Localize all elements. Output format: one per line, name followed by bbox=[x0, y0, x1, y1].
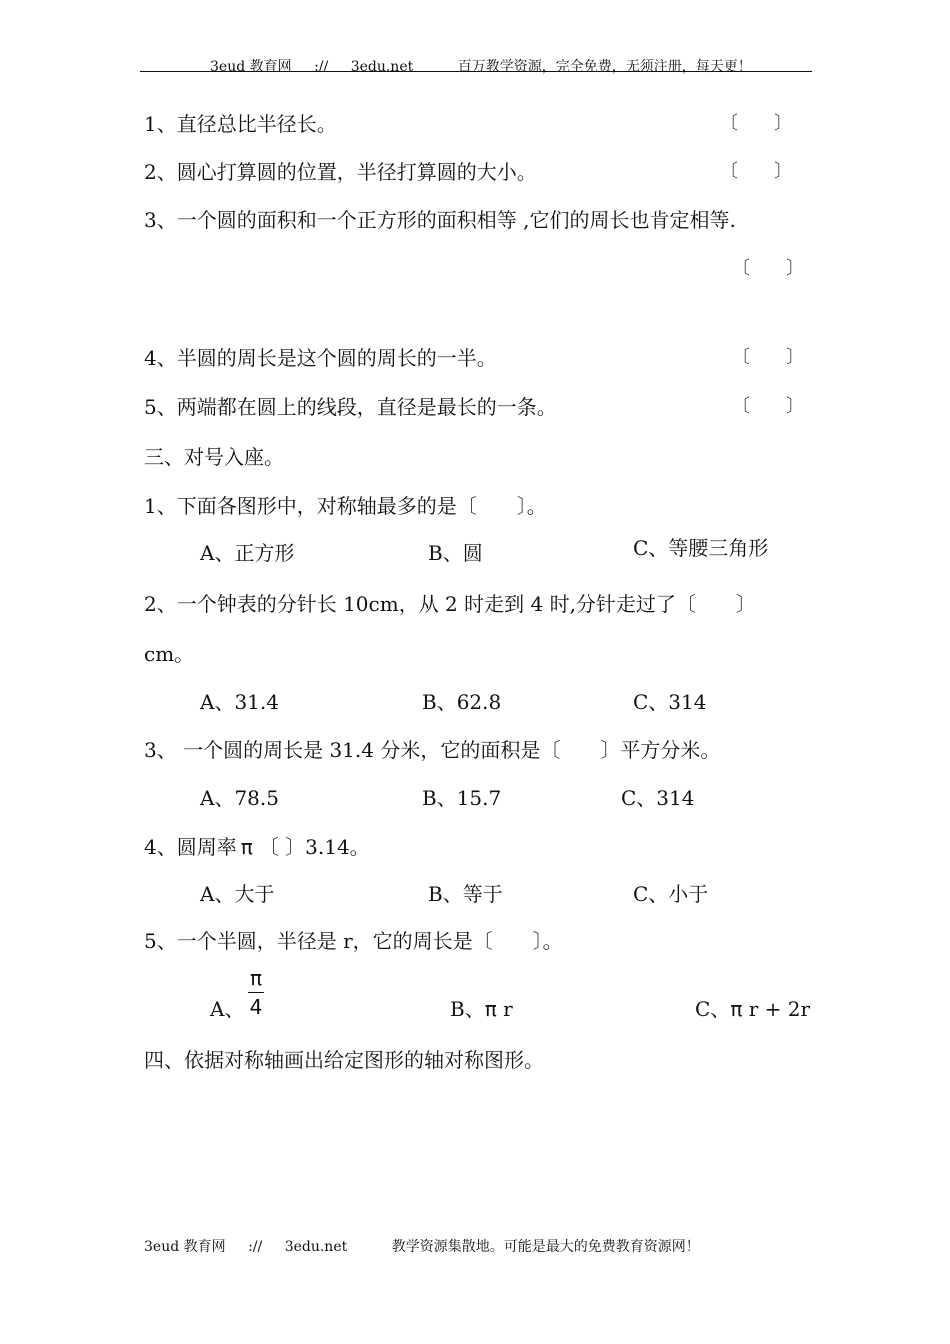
footer-domain: 3edu.net bbox=[284, 1239, 348, 1255]
judge-q4: 4、半圆的周长是这个圆的周长的一半。 bbox=[144, 346, 497, 370]
pi-symbol: π bbox=[730, 997, 743, 1021]
judge-q2: 2、圆心打算圆的位置，半径打算圆的大小。 bbox=[144, 160, 537, 184]
s3-q3-option-a[interactable]: A、78.5 bbox=[200, 786, 279, 810]
section4-title: 四、依据对称轴画出给定图形的轴对称图形。 bbox=[144, 1048, 544, 1072]
s3-q2: 2、一个钟表的分针长 10cm，从 2 时走到 4 时,分针走过了〔 〕 bbox=[144, 592, 756, 616]
s3-q5-option-b-label: B、 bbox=[450, 997, 485, 1021]
footer-sep: :// bbox=[248, 1239, 263, 1255]
s3-q5-option-c-label: C、 bbox=[695, 997, 731, 1021]
judge-q5-answer[interactable]: 〔 〕 bbox=[732, 396, 804, 417]
judge-q2-answer[interactable]: 〔 〕 bbox=[720, 161, 792, 182]
s3-q4-option-b[interactable]: B、等于 bbox=[428, 882, 503, 906]
judge-q4-answer[interactable]: 〔 〕 bbox=[732, 347, 804, 368]
header-domain: 3edu.net bbox=[350, 59, 414, 75]
s3-q5: 5、一个半圆，半径是 r，它的周长是〔 〕。 bbox=[144, 929, 563, 953]
s3-q2-option-c[interactable]: C、314 bbox=[633, 690, 707, 714]
s3-q5-option-c[interactable] bbox=[695, 993, 810, 1022]
header-divider bbox=[140, 71, 812, 72]
s3-q2-option-b[interactable]: B、62.8 bbox=[422, 690, 502, 714]
s3-q5-option-c-rest: r + 2r bbox=[742, 997, 811, 1021]
pi-symbol: π bbox=[240, 835, 253, 859]
s3-q5-option-a-fraction bbox=[246, 966, 266, 1019]
header-sep: :// bbox=[314, 59, 329, 75]
judge-q1: 1、直径总比半径长。 bbox=[144, 112, 337, 136]
s3-q5-option-a-label[interactable]: A、 bbox=[210, 997, 245, 1021]
s3-q4-text-pre: 4、圆周率 bbox=[144, 835, 237, 859]
fraction-bar bbox=[248, 992, 264, 993]
page-header bbox=[210, 56, 770, 76]
s3-q1-option-c[interactable]: C、等腰三角形 bbox=[633, 536, 769, 560]
header-site: 3eud 教育网 bbox=[210, 59, 292, 75]
s3-q1-option-b[interactable]: B、圆 bbox=[428, 541, 483, 565]
section3-title: 三、对号入座。 bbox=[144, 445, 284, 469]
s3-q2-cont: cm。 bbox=[144, 642, 195, 666]
s3-q3-option-b[interactable]: B、15.7 bbox=[422, 786, 502, 810]
s3-q5-option-b-r: r bbox=[496, 997, 513, 1021]
header-slogan: 百万教学资源，完全免费，无须注册，每天更！ bbox=[457, 59, 752, 75]
s3-q1-option-a[interactable]: A、正方形 bbox=[200, 541, 295, 565]
s3-q3-option-c[interactable]: C、314 bbox=[621, 786, 695, 810]
s3-q3: 3、 一个圆的周长是 31.4 分米，它的面积是〔 〕平方分米。 bbox=[144, 738, 721, 762]
s3-q4-option-a[interactable]: A、大于 bbox=[200, 882, 275, 906]
judge-q5: 5、两端都在圆上的线段，直径是最长的一条。 bbox=[144, 395, 557, 419]
judge-q3: 3、一个圆的面积和一个正方形的面积相等 ,它们的周长也肯定相等. bbox=[144, 208, 736, 232]
s3-q4-option-c[interactable]: C、小于 bbox=[633, 882, 709, 906]
s3-q4 bbox=[144, 831, 370, 860]
fraction-numerator: π bbox=[249, 966, 263, 990]
judge-q3-answer[interactable]: 〔 〕 bbox=[732, 258, 804, 279]
s3-q4-text-post: 〔 〕3.14。 bbox=[258, 835, 370, 859]
pi-symbol: π bbox=[484, 997, 497, 1021]
footer-site: 3eud 教育网 bbox=[144, 1239, 226, 1255]
page-footer bbox=[144, 1236, 718, 1256]
s3-q2-option-a[interactable]: A、31.4 bbox=[200, 690, 279, 714]
s3-q1: 1、下面各图形中，对称轴最多的是〔 〕。 bbox=[144, 494, 547, 518]
footer-slogan: 教学资源集散地。可能是最大的免费教育资源网！ bbox=[391, 1239, 700, 1255]
judge-q1-answer[interactable]: 〔 〕 bbox=[720, 113, 792, 134]
s3-q5-option-b[interactable] bbox=[450, 993, 513, 1022]
fraction-denominator: 4 bbox=[249, 995, 263, 1019]
